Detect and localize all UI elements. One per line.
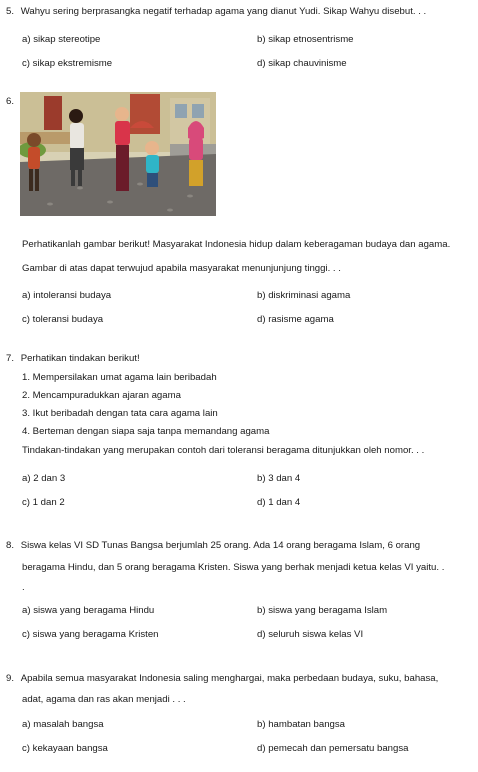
option-9a[interactable] <box>22 719 104 730</box>
option-8c[interactable] <box>22 629 159 640</box>
option-text: 2 dan 3 <box>33 473 66 484</box>
question-line-2: beragama Hindu, dan 5 orang beragama Kristen. Siswa yang berhak menjadi ketua kelas VI yaitu. . <box>22 562 445 573</box>
option-7b[interactable] <box>257 473 300 484</box>
option-text: masalah bangsa <box>33 719 104 730</box>
question-9 <box>6 673 438 684</box>
question-7 <box>6 353 140 364</box>
option-letter: a) <box>22 290 31 301</box>
option-letter: d) <box>257 314 266 325</box>
option-7a[interactable] <box>22 473 65 484</box>
question-5 <box>6 6 426 17</box>
option-letter: a) <box>22 719 31 730</box>
option-letter: b) <box>257 719 266 730</box>
question-number: 8. <box>6 540 15 551</box>
option-letter: d) <box>257 743 266 754</box>
question-number: 7. <box>6 353 15 364</box>
option-text: siswa yang beragama Hindu <box>33 605 155 616</box>
option-text: 3 dan 4 <box>268 473 301 484</box>
question-line-1: Apabila semua masyarakat Indonesia saling menghargai, maka perbedaan budaya, suku, bahasa, <box>20 673 439 684</box>
question-intro: Perhatikan tindakan berikut! <box>20 353 140 364</box>
option-7c[interactable] <box>22 497 65 508</box>
option-letter: c) <box>22 58 30 69</box>
option-8d[interactable] <box>257 629 363 640</box>
option-text: hambatan bangsa <box>268 719 346 730</box>
option-6d[interactable] <box>257 314 334 325</box>
question-text: Tindakan-tindakan yang merupakan contoh dari toleransi beragama ditunjukkan oleh nomor. . . <box>22 445 425 456</box>
question-number: 5. <box>6 6 15 17</box>
option-letter: d) <box>257 629 266 640</box>
list-item: 4. Berteman dengan siapa saja tanpa memandang agama <box>22 426 270 437</box>
question-text: Wahyu sering berprasangka negatif terhadap agama yang dianut Yudi. Sikap Wahyu disebut. . . <box>20 6 427 17</box>
option-letter: a) <box>22 34 31 45</box>
question-line-2: adat, agama dan ras akan menjadi . . . <box>22 694 186 705</box>
option-text: sikap etnosentrisme <box>268 34 354 45</box>
question-number: 6. <box>6 96 15 107</box>
option-9c[interactable] <box>22 743 108 754</box>
option-9b[interactable] <box>257 719 345 730</box>
option-7d[interactable] <box>257 497 300 508</box>
cultural-diversity-illustration <box>20 92 216 216</box>
option-text: siswa yang beragama Islam <box>268 605 388 616</box>
option-6a[interactable] <box>22 290 111 301</box>
option-5a[interactable] <box>22 34 100 45</box>
list-item: 1. Mempersilakan umat agama lain beribadah <box>22 372 217 383</box>
option-letter: d) <box>257 58 266 69</box>
option-text: toleransi budaya <box>32 314 104 325</box>
option-text: sikap chauvinisme <box>268 58 347 69</box>
option-text: 1 dan 4 <box>268 497 301 508</box>
option-6b[interactable] <box>257 290 350 301</box>
option-text: rasisme agama <box>268 314 334 325</box>
option-letter: c) <box>22 314 30 325</box>
option-8a[interactable] <box>22 605 154 616</box>
option-text: sikap ekstremisme <box>32 58 113 69</box>
option-8b[interactable] <box>257 605 387 616</box>
option-5b[interactable] <box>257 34 354 45</box>
option-letter: a) <box>22 605 31 616</box>
option-letter: b) <box>257 605 266 616</box>
list-item: 2. Mencampuradukkan ajaran agama <box>22 390 181 401</box>
option-text: seluruh siswa kelas VI <box>268 629 364 640</box>
question-6-line-2: Gambar di atas dapat terwujud apabila masyarakat menunjunjung tinggi. . . <box>22 263 341 274</box>
option-text: intoleransi budaya <box>33 290 112 301</box>
option-letter: b) <box>257 34 266 45</box>
option-text: kekayaan bangsa <box>32 743 108 754</box>
option-5d[interactable] <box>257 58 347 69</box>
option-letter: d) <box>257 497 266 508</box>
list-item: 3. Ikut beribadah dengan tata cara agama lain <box>22 408 218 419</box>
option-text: 1 dan 2 <box>32 497 65 508</box>
option-letter: b) <box>257 290 266 301</box>
question-8 <box>6 540 420 551</box>
option-text: diskriminasi agama <box>268 290 351 301</box>
option-letter: c) <box>22 743 30 754</box>
option-9d[interactable] <box>257 743 408 754</box>
option-text: siswa yang beragama Kristen <box>32 629 159 640</box>
question-6-line-1: Perhatikanlah gambar berikut! Masyarakat Indonesia hidup dalam keberagaman budaya dan agama. <box>22 239 451 250</box>
option-letter: b) <box>257 473 266 484</box>
option-text: pemecah dan pemersatu bangsa <box>268 743 409 754</box>
option-letter: c) <box>22 497 30 508</box>
option-text: sikap stereotipe <box>33 34 101 45</box>
option-letter: c) <box>22 629 30 640</box>
option-5c[interactable] <box>22 58 112 69</box>
option-letter: a) <box>22 473 31 484</box>
question-number: 9. <box>6 673 15 684</box>
question-line-1: Siswa kelas VI SD Tunas Bangsa berjumlah 25 orang. Ada 14 orang beragama Islam, 6 orang <box>20 540 421 551</box>
option-6c[interactable] <box>22 314 103 325</box>
question-line-3: . <box>22 582 25 593</box>
